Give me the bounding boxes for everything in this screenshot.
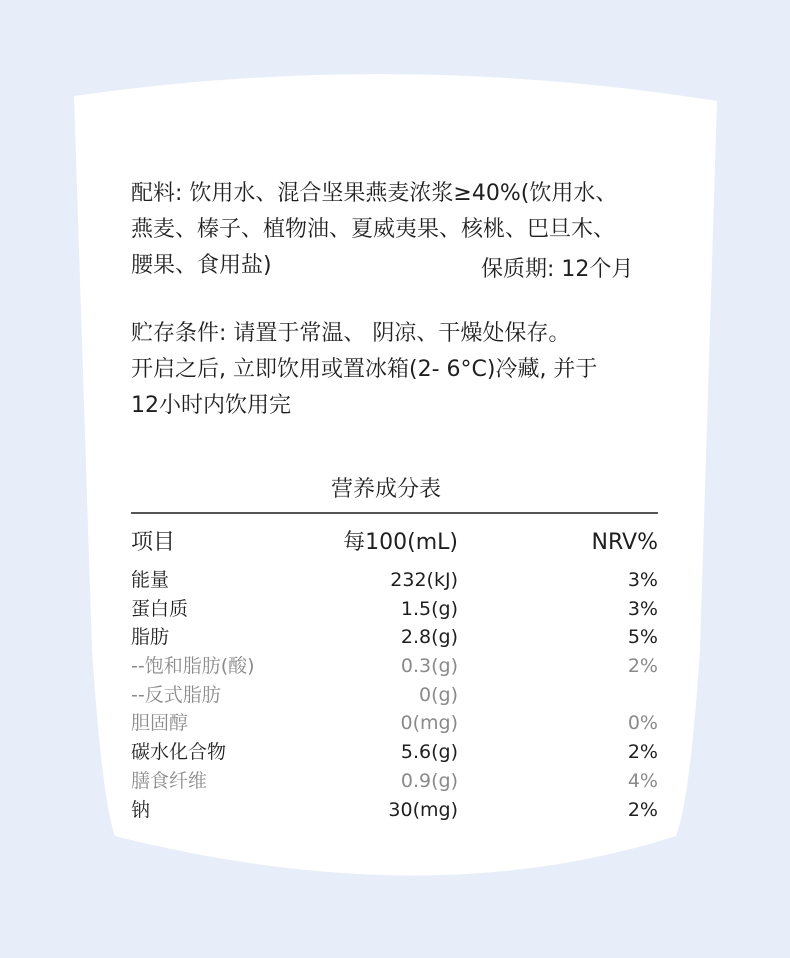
nutrient-name: --反式脂肪 (131, 683, 221, 706)
nutrient-nrv: 0% (627, 712, 658, 735)
nutrition-row (131, 595, 658, 624)
ingredients-line: 燕麦、榛子、植物油、夏威夷果、核桃、巴旦木、 (131, 217, 616, 242)
storage-text (131, 316, 691, 424)
nutrient-name: 膳食纤维 (131, 769, 208, 792)
nutrient-amount: 0.3(g) (400, 655, 458, 678)
nutrient-name: 钠 (131, 798, 151, 821)
nutrition-title: 营养成分表 (331, 477, 442, 502)
nutrient-amount: 232(kJ) (390, 569, 458, 591)
nutrient-nrv: 2% (627, 798, 658, 821)
header-per-100ml: 每100(mL) (343, 530, 458, 555)
header-nrv: NRV% (591, 530, 658, 555)
nutrient-amount: 5.6(g) (400, 741, 458, 764)
nutrient-name: 脂肪 (131, 626, 170, 649)
nutrition-row (131, 796, 658, 825)
nutrition-row (131, 738, 658, 767)
header-item: 项目 (131, 530, 176, 555)
nutrition-row (131, 767, 658, 796)
nutrient-name: --饱和脂肪(酸) (131, 655, 255, 678)
nutrient-amount: 1.5(g) (400, 597, 458, 620)
nutrient-name: 胆固醇 (131, 712, 189, 735)
storage-line: 开启之后, 立即饮用或置冰箱(2- 6°C)冷藏, 并于 (131, 357, 598, 382)
nutrition-row (131, 566, 658, 595)
storage-line: 12小时内饮用完 (131, 393, 291, 418)
nutrient-amount: 0(mg) (400, 712, 458, 735)
nutrition-divider (131, 512, 658, 514)
nutrient-amount: 30(mg) (388, 798, 458, 821)
nutrition-row (131, 623, 658, 652)
shelf-life: 保质期: 12个月 (481, 257, 634, 282)
nutrient-nrv: 3% (627, 597, 658, 620)
nutrition-row (131, 681, 658, 710)
nutrient-nrv: 4% (627, 769, 658, 792)
nutrient-name: 碳水化合物 (131, 741, 227, 764)
ingredients-line: 腰果、食用盐) (131, 253, 272, 278)
nutrient-amount: 0.9(g) (400, 769, 458, 792)
nutrient-nrv: 2% (627, 741, 658, 764)
nutrition-rows (131, 566, 658, 824)
storage-line: 贮存条件: 请置于常温、 阴凉、干燥处保存。 (131, 321, 571, 346)
nutrient-amount: 2.8(g) (400, 626, 458, 649)
ingredients-line: 配料: 饮用水、混合坚果燕麦浓浆≥40%(饮用水、 (131, 181, 618, 206)
nutrition-row (131, 709, 658, 738)
nutrient-amount: 0(g) (419, 683, 458, 706)
nutrient-name: 蛋白质 (131, 597, 189, 620)
nutrient-nrv: 3% (627, 569, 658, 591)
nutrition-header-row (131, 527, 658, 559)
nutrient-nrv: 2% (627, 655, 658, 678)
nutrient-nrv: 5% (627, 626, 658, 649)
nutrition-row (131, 652, 658, 681)
nutrient-name: 能量 (131, 569, 170, 591)
